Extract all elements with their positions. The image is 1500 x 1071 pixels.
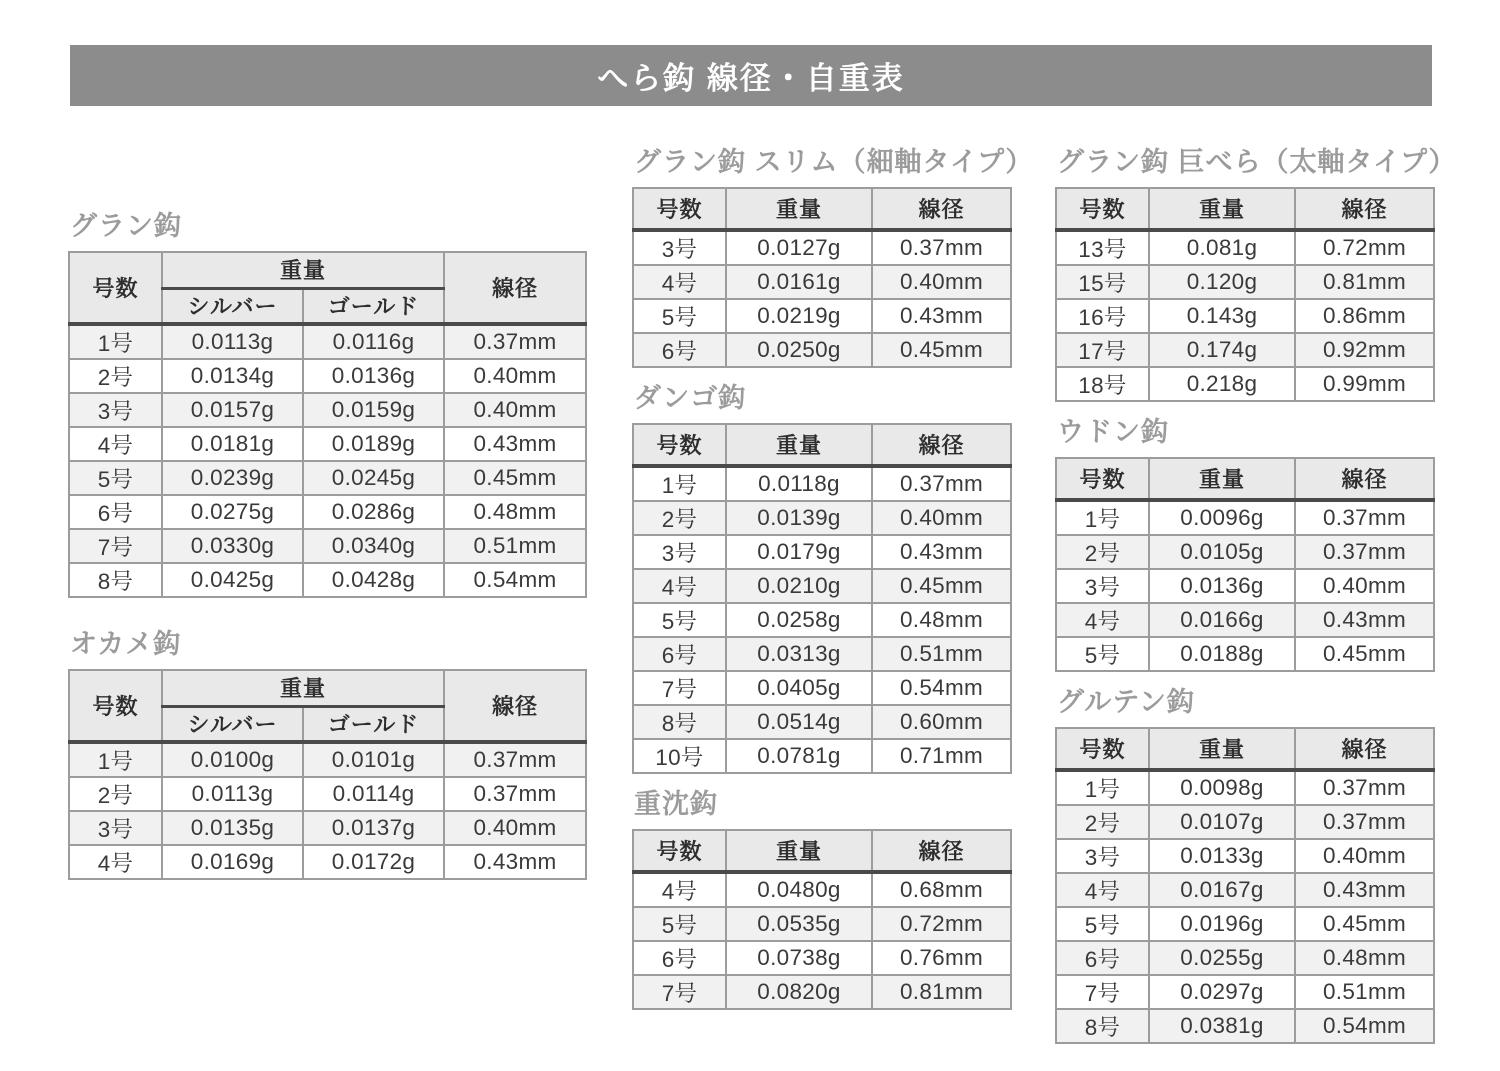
table-row — [633, 603, 1011, 637]
size-cell: 1号 — [1056, 770, 1149, 805]
col-header-weight: 重量 — [1149, 188, 1295, 230]
size-cell: 5号 — [1056, 637, 1149, 671]
table-row — [69, 427, 586, 461]
header-row — [633, 830, 1011, 872]
diameter-cell: 0.37mm — [444, 324, 586, 359]
col-header-size: 号数 — [1056, 458, 1149, 500]
section-title-udon: ウドン鈎 — [1057, 417, 1169, 447]
table-row — [1056, 603, 1434, 637]
col-header-size: 号数 — [69, 252, 162, 324]
size-cell: 8号 — [1056, 1009, 1149, 1043]
diameter-cell: 0.45mm — [872, 333, 1011, 367]
page-title-bar — [70, 45, 1432, 106]
gran-kyobera-table — [1055, 187, 1435, 402]
table-row — [1056, 907, 1434, 941]
table-body — [1056, 770, 1434, 1043]
diameter-cell: 0.40mm — [444, 393, 586, 427]
table-body — [1056, 230, 1434, 401]
diameter-cell: 0.40mm — [872, 265, 1011, 299]
size-cell: 1号 — [633, 466, 726, 501]
col-header-diameter: 線径 — [1295, 188, 1434, 230]
weight-cell: 0.0381g — [1149, 1009, 1295, 1043]
section-title-gluten: グルテン鈎 — [1057, 687, 1195, 717]
col-header-size: 号数 — [633, 424, 726, 466]
weight-cell: 0.0188g — [1149, 637, 1295, 671]
weight-cell: 0.0250g — [726, 333, 872, 367]
size-cell: 1号 — [1056, 500, 1149, 535]
weight-cell: 0.081g — [1149, 230, 1295, 265]
gold-weight-cell: 0.0159g — [303, 393, 444, 427]
gold-weight-cell: 0.0172g — [303, 845, 444, 879]
weight-cell: 0.0098g — [1149, 770, 1295, 805]
silver-weight-cell: 0.0425g — [162, 563, 303, 597]
table-section-gran-slim — [632, 146, 1034, 368]
header-row — [1056, 458, 1434, 500]
gold-weight-cell: 0.0428g — [303, 563, 444, 597]
diameter-cell: 0.40mm — [444, 811, 586, 845]
diameter-cell: 0.48mm — [1295, 941, 1434, 975]
gold-weight-cell: 0.0101g — [303, 742, 444, 777]
size-cell: 1号 — [69, 742, 162, 777]
silver-weight-cell: 0.0239g — [162, 461, 303, 495]
weight-cell: 0.0405g — [726, 671, 872, 705]
weight-cell: 0.0161g — [726, 265, 872, 299]
size-cell: 6号 — [69, 495, 162, 529]
table-row — [1056, 333, 1434, 367]
table-row — [69, 324, 586, 359]
table-row — [69, 777, 586, 811]
col-header-diameter: 線径 — [444, 252, 586, 324]
section-title-dango: ダンゴ鈎 — [634, 383, 747, 413]
size-cell: 4号 — [1056, 603, 1149, 637]
diameter-cell: 0.40mm — [444, 359, 586, 393]
table-head — [69, 670, 586, 742]
diameter-cell: 0.68mm — [872, 872, 1011, 907]
diameter-cell: 0.51mm — [872, 637, 1011, 671]
diameter-cell: 0.48mm — [444, 495, 586, 529]
diameter-cell: 0.54mm — [872, 671, 1011, 705]
table-row — [1056, 770, 1434, 805]
size-cell: 5号 — [1056, 907, 1149, 941]
silver-weight-cell: 0.0181g — [162, 427, 303, 461]
size-cell: 2号 — [69, 777, 162, 811]
diameter-cell: 0.43mm — [444, 427, 586, 461]
diameter-cell: 0.37mm — [872, 230, 1011, 265]
dango-table — [632, 423, 1012, 774]
size-cell: 2号 — [1056, 805, 1149, 839]
col-header-size: 号数 — [1056, 188, 1149, 230]
col-header-diameter: 線径 — [444, 670, 586, 742]
column-left — [68, 106, 587, 910]
silver-weight-cell: 0.0330g — [162, 529, 303, 563]
size-cell: 15号 — [1056, 265, 1149, 299]
table-row — [69, 811, 586, 845]
silver-weight-cell: 0.0134g — [162, 359, 303, 393]
header-row — [1056, 728, 1434, 770]
table-row — [633, 501, 1011, 535]
silver-weight-cell: 0.0113g — [162, 777, 303, 811]
weight-cell: 0.0738g — [726, 941, 872, 975]
size-cell: 3号 — [69, 393, 162, 427]
udon-table — [1055, 457, 1435, 672]
size-cell: 4号 — [633, 569, 726, 603]
section-title-okame: オカメ鈎 — [70, 629, 182, 659]
table-row — [633, 299, 1011, 333]
diameter-cell: 0.37mm — [1295, 500, 1434, 535]
diameter-cell: 0.60mm — [872, 705, 1011, 739]
table-section-gran — [68, 210, 587, 598]
diameter-cell: 0.43mm — [1295, 603, 1434, 637]
col-header-diameter: 線径 — [1295, 458, 1434, 500]
diameter-cell: 0.72mm — [1295, 230, 1434, 265]
section-title-gran-slim: グラン鈎 スリム（細軸タイプ） — [634, 147, 1034, 177]
table-row — [633, 535, 1011, 569]
table-row — [69, 359, 586, 393]
weight-cell: 0.218g — [1149, 367, 1295, 401]
size-cell: 3号 — [69, 811, 162, 845]
diameter-cell: 0.37mm — [1295, 805, 1434, 839]
size-cell: 2号 — [1056, 535, 1149, 569]
table-row — [1056, 975, 1434, 1009]
size-cell: 5号 — [633, 603, 726, 637]
weight-cell: 0.0820g — [726, 975, 872, 1009]
table-row — [69, 393, 586, 427]
diameter-cell: 0.45mm — [1295, 907, 1434, 941]
table-head — [1056, 728, 1434, 770]
table-section-udon — [1055, 416, 1435, 672]
table-row — [633, 941, 1011, 975]
table-row — [1056, 535, 1434, 569]
weight-cell: 0.120g — [1149, 265, 1295, 299]
diameter-cell: 0.48mm — [872, 603, 1011, 637]
col-header-diameter: 線径 — [872, 424, 1011, 466]
size-cell: 3号 — [1056, 839, 1149, 873]
weight-cell: 0.0167g — [1149, 873, 1295, 907]
diameter-cell: 0.37mm — [1295, 770, 1434, 805]
diameter-cell: 0.92mm — [1295, 333, 1434, 367]
weight-cell: 0.0105g — [1149, 535, 1295, 569]
size-cell: 16号 — [1056, 299, 1149, 333]
section-title-gran-kyobera: グラン鈎 巨べら（太軸タイプ） — [1057, 147, 1457, 177]
weight-cell: 0.0255g — [1149, 941, 1295, 975]
size-cell: 4号 — [69, 427, 162, 461]
table-row — [1056, 500, 1434, 535]
col-header-gold: ゴールド — [303, 706, 444, 742]
gran-slim-table — [632, 187, 1012, 368]
col-header-silver: シルバー — [162, 288, 303, 324]
gluten-table — [1055, 727, 1435, 1044]
size-cell: 1号 — [69, 324, 162, 359]
silver-weight-cell: 0.0157g — [162, 393, 303, 427]
juchin-table — [632, 829, 1012, 1010]
weight-cell: 0.0313g — [726, 637, 872, 671]
col-header-diameter: 線径 — [872, 830, 1011, 872]
table-row — [1056, 569, 1434, 603]
section-title-gran: グラン鈎 — [70, 211, 182, 241]
section-title-juchin: 重沈鈎 — [634, 789, 718, 819]
table-row — [633, 230, 1011, 265]
diameter-cell: 0.54mm — [1295, 1009, 1434, 1043]
weight-cell: 0.143g — [1149, 299, 1295, 333]
weight-cell: 0.0107g — [1149, 805, 1295, 839]
size-cell: 17号 — [1056, 333, 1149, 367]
table-row — [1056, 299, 1434, 333]
diameter-cell: 0.99mm — [1295, 367, 1434, 401]
col-header-weight: 重量 — [162, 252, 444, 288]
gold-weight-cell: 0.0116g — [303, 324, 444, 359]
size-cell: 10号 — [633, 739, 726, 773]
page-title: へら鈎 線径・自重表 — [597, 61, 905, 96]
table-row — [633, 265, 1011, 299]
size-cell: 4号 — [69, 845, 162, 879]
diameter-cell: 0.37mm — [872, 466, 1011, 501]
size-cell: 6号 — [633, 637, 726, 671]
weight-cell: 0.0118g — [726, 466, 872, 501]
diameter-cell: 0.40mm — [1295, 569, 1434, 603]
weight-cell: 0.0166g — [1149, 603, 1295, 637]
col-header-size: 号数 — [633, 830, 726, 872]
weight-cell: 0.0258g — [726, 603, 872, 637]
weight-cell: 0.0096g — [1149, 500, 1295, 535]
table-row — [1056, 873, 1434, 907]
size-cell: 6号 — [1056, 941, 1149, 975]
diameter-cell: 0.43mm — [872, 299, 1011, 333]
weight-cell: 0.0781g — [726, 739, 872, 773]
silver-weight-cell: 0.0275g — [162, 495, 303, 529]
diameter-cell: 0.43mm — [1295, 873, 1434, 907]
table-section-juchin — [632, 788, 1010, 1010]
silver-weight-cell: 0.0100g — [162, 742, 303, 777]
table-row — [1056, 230, 1434, 265]
table-head — [633, 830, 1011, 872]
col-header-silver: シルバー — [162, 706, 303, 742]
size-cell: 4号 — [1056, 873, 1149, 907]
diameter-cell: 0.54mm — [444, 563, 586, 597]
table-row — [1056, 839, 1434, 873]
diameter-cell: 0.86mm — [1295, 299, 1434, 333]
table-section-dango — [632, 382, 1010, 774]
table-section-gran-kyobera — [1055, 146, 1457, 402]
size-cell: 2号 — [69, 359, 162, 393]
table-body — [69, 324, 586, 597]
weight-cell: 0.0127g — [726, 230, 872, 265]
gold-weight-cell: 0.0189g — [303, 427, 444, 461]
gold-weight-cell: 0.0137g — [303, 811, 444, 845]
col-header-weight: 重量 — [1149, 728, 1295, 770]
table-head — [633, 424, 1011, 466]
diameter-cell: 0.45mm — [872, 569, 1011, 603]
weight-cell: 0.174g — [1149, 333, 1295, 367]
size-cell: 8号 — [69, 563, 162, 597]
weight-cell: 0.0480g — [726, 872, 872, 907]
diameter-cell: 0.76mm — [872, 941, 1011, 975]
table-row — [633, 637, 1011, 671]
table-row — [1056, 637, 1434, 671]
header-row — [1056, 188, 1434, 230]
weight-cell: 0.0179g — [726, 535, 872, 569]
table-row — [69, 563, 586, 597]
size-cell: 18号 — [1056, 367, 1149, 401]
col-header-weight: 重量 — [726, 424, 872, 466]
weight-cell: 0.0514g — [726, 705, 872, 739]
size-cell: 5号 — [633, 299, 726, 333]
col-header-diameter: 線径 — [1295, 728, 1434, 770]
diameter-cell: 0.71mm — [872, 739, 1011, 773]
table-head — [1056, 188, 1434, 230]
header-row — [69, 670, 586, 706]
weight-cell: 0.0196g — [1149, 907, 1295, 941]
diameter-cell: 0.37mm — [1295, 535, 1434, 569]
table-body — [633, 872, 1011, 1009]
table-section-okame — [68, 628, 587, 880]
diameter-cell: 0.81mm — [1295, 265, 1434, 299]
size-cell: 4号 — [633, 872, 726, 907]
gold-weight-cell: 0.0286g — [303, 495, 444, 529]
size-cell: 2号 — [633, 501, 726, 535]
diameter-cell: 0.45mm — [444, 461, 586, 495]
gold-weight-cell: 0.0340g — [303, 529, 444, 563]
table-body — [69, 742, 586, 879]
table-head — [633, 188, 1011, 230]
gold-weight-cell: 0.0136g — [303, 359, 444, 393]
header-row — [69, 252, 586, 288]
col-header-size: 号数 — [69, 670, 162, 742]
size-cell: 7号 — [1056, 975, 1149, 1009]
size-cell: 7号 — [633, 975, 726, 1009]
col-header-weight: 重量 — [162, 670, 444, 706]
size-cell: 6号 — [633, 333, 726, 367]
diameter-cell: 0.40mm — [872, 501, 1011, 535]
size-cell: 5号 — [69, 461, 162, 495]
size-cell: 13号 — [1056, 230, 1149, 265]
size-cell: 7号 — [69, 529, 162, 563]
table-row — [633, 569, 1011, 603]
diameter-cell: 0.51mm — [1295, 975, 1434, 1009]
diameter-cell: 0.43mm — [444, 845, 586, 879]
table-row — [633, 872, 1011, 907]
diameter-cell: 0.81mm — [872, 975, 1011, 1009]
table-row — [69, 742, 586, 777]
weight-cell: 0.0535g — [726, 907, 872, 941]
col-header-gold: ゴールド — [303, 288, 444, 324]
table-row — [633, 739, 1011, 773]
table-body — [633, 230, 1011, 367]
table-row — [69, 845, 586, 879]
header-row — [633, 188, 1011, 230]
weight-cell: 0.0136g — [1149, 569, 1295, 603]
diameter-cell: 0.45mm — [1295, 637, 1434, 671]
diameter-cell: 0.37mm — [444, 742, 586, 777]
diameter-cell: 0.72mm — [872, 907, 1011, 941]
table-row — [633, 466, 1011, 501]
silver-weight-cell: 0.0169g — [162, 845, 303, 879]
table-row — [69, 495, 586, 529]
weight-cell: 0.0210g — [726, 569, 872, 603]
size-cell: 4号 — [633, 265, 726, 299]
table-row — [1056, 265, 1434, 299]
okame-table — [68, 669, 587, 880]
header-row — [633, 424, 1011, 466]
gran-table — [68, 251, 587, 598]
size-cell: 8号 — [633, 705, 726, 739]
table-columns — [68, 106, 1457, 1058]
diameter-cell: 0.40mm — [1295, 839, 1434, 873]
col-header-weight: 重量 — [726, 188, 872, 230]
diameter-cell: 0.37mm — [444, 777, 586, 811]
column-middle — [632, 106, 1034, 1024]
diameter-cell: 0.43mm — [872, 535, 1011, 569]
size-cell: 5号 — [633, 907, 726, 941]
table-row — [1056, 367, 1434, 401]
table-row — [633, 907, 1011, 941]
size-cell: 3号 — [633, 230, 726, 265]
table-row — [69, 461, 586, 495]
weight-cell: 0.0139g — [726, 501, 872, 535]
col-header-weight: 重量 — [1149, 458, 1295, 500]
silver-weight-cell: 0.0113g — [162, 324, 303, 359]
diameter-cell: 0.51mm — [444, 529, 586, 563]
table-row — [1056, 805, 1434, 839]
table-section-gluten — [1055, 686, 1435, 1044]
table-row — [633, 975, 1011, 1009]
column-right — [1055, 106, 1457, 1058]
size-cell: 3号 — [1056, 569, 1149, 603]
table-row — [69, 529, 586, 563]
gold-weight-cell: 0.0114g — [303, 777, 444, 811]
table-row — [633, 705, 1011, 739]
col-header-size: 号数 — [1056, 728, 1149, 770]
size-cell: 7号 — [633, 671, 726, 705]
col-header-diameter: 線径 — [872, 188, 1011, 230]
table-body — [633, 466, 1011, 773]
table-row — [1056, 941, 1434, 975]
weight-cell: 0.0219g — [726, 299, 872, 333]
weight-cell: 0.0133g — [1149, 839, 1295, 873]
size-cell: 3号 — [633, 535, 726, 569]
table-body — [1056, 500, 1434, 671]
gold-weight-cell: 0.0245g — [303, 461, 444, 495]
col-header-weight: 重量 — [726, 830, 872, 872]
table-head — [1056, 458, 1434, 500]
table-row — [633, 671, 1011, 705]
col-header-size: 号数 — [633, 188, 726, 230]
silver-weight-cell: 0.0135g — [162, 811, 303, 845]
table-row — [633, 333, 1011, 367]
table-head — [69, 252, 586, 324]
weight-cell: 0.0297g — [1149, 975, 1295, 1009]
table-row — [1056, 1009, 1434, 1043]
size-cell: 6号 — [633, 941, 726, 975]
